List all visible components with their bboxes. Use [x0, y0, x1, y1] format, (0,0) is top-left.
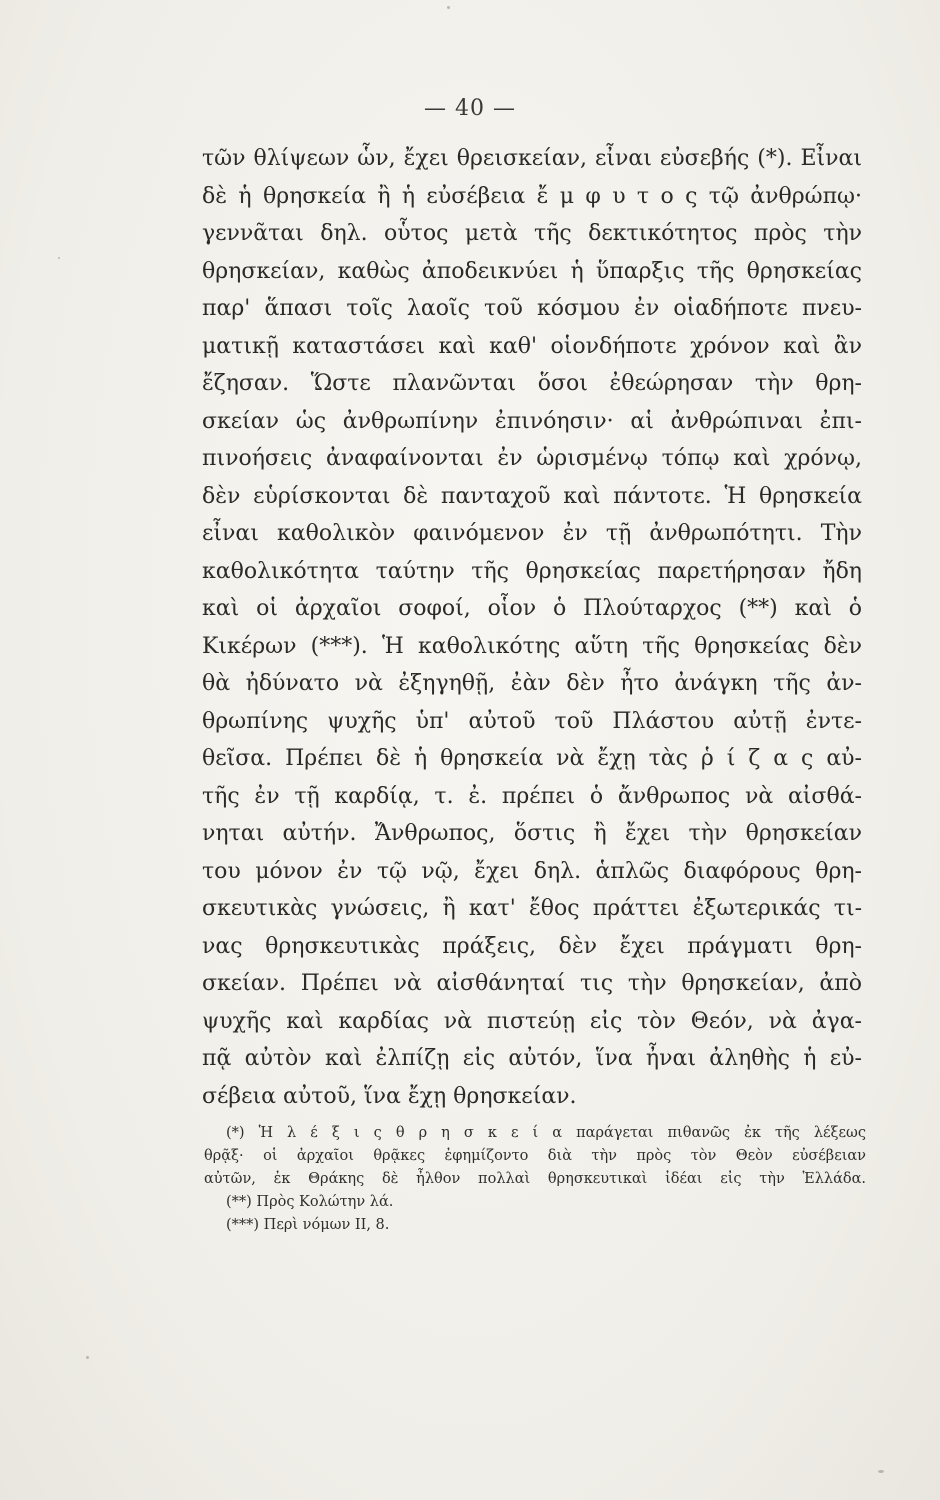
text-line: εἶναι καθολικὸν φαινόμενον ἐν τῇ ἀνθρωπότητι. Τὴν [202, 521, 862, 546]
text-line: ματικῇ καταστάσει καὶ καθ' οἱονδήποτε χρόνον καὶ ἂν [202, 333, 862, 359]
text-line: τῆς ἐν τῇ καρδίᾳ, τ. ἐ. πρέπει ὁ ἄνθρωπος νὰ αἰσθά- [202, 783, 862, 809]
footnote-line: (**) Πρὸς Κολώτην λά. [226, 1194, 394, 1210]
text-line: σκευτικὰς γνώσεις, ἢ κατ' ἔθος πράττει ἐξωτερικάς τι- [202, 896, 862, 921]
text-line: θὰ ἠδύνατο νὰ ἐξηγηθῇ, ἐὰν δὲν ἦτο ἀνάγκη τῆς ἀν- [202, 671, 862, 696]
text-line: δὲν εὑρίσκονται δὲ πανταχοῦ καὶ πάντοτε. Ἡ θρησκεία [202, 483, 862, 509]
footnote-line: αὐτῶν, ἐκ Θράκης δὲ ἦλθον πολλαὶ θρησκευτικαὶ ἰδέαι εἰς τὴν Ἑλλάδα. [204, 1171, 866, 1187]
text-line: καὶ οἱ ἀρχαῖοι σοφοί, οἷον ὁ Πλούταρχος (**) καὶ ὁ [202, 596, 862, 621]
text-line: σκείαν ὡς ἀνθρωπίνην ἐπινόησιν· αἱ ἀνθρώπιναι ἐπι- [202, 408, 862, 434]
scan-speck [878, 1470, 884, 1473]
footnotes [202, 1122, 866, 1237]
text-line: γεννᾶται δηλ. οὗτος μετὰ τῆς δεκτικότητος πρὸς τὴν [202, 221, 862, 246]
footnote-line: (***) Περὶ νόμων ΙΙ, 8. [226, 1217, 390, 1233]
scan-speck [86, 1356, 89, 1359]
text-line: πᾷ αὐτὸν καὶ ἐλπίζῃ εἰς αὐτόν, ἵνα ἦναι ἀληθὴς ἡ εὐ- [202, 1046, 862, 1071]
body-text [202, 140, 862, 1115]
text-line: του μόνον ἐν τῷ νῷ, ἔχει δηλ. ἁπλῶς διαφόρους θρη- [202, 858, 862, 884]
text-line: καθολικότητα ταύτην τῆς θρησκείας παρετήρησαν ἤδη [202, 558, 862, 584]
text-line: παρ' ἅπασι τοῖς λαοῖς τοῦ κόσμου ἐν οἱαδήποτε πνευ- [202, 296, 862, 321]
text-line: τῶν θλίψεων ὧν, ἔχει θρεισκείαν, εἶναι εὐσεβής (*). Εἶναι [202, 146, 862, 171]
text-line: πινοήσεις ἀναφαίνονται ἐν ὡρισμένῳ τόπῳ καὶ χρόνῳ, [202, 446, 862, 471]
text-line: Κικέρων (***). Ἡ καθολικότης αὕτη τῆς θρησκείας δὲν [202, 633, 862, 659]
page-number: — 40 — [424, 96, 516, 121]
text-line: σέβεια αὐτοῦ, ἵνα ἔχῃ θρησκείαν. [202, 1083, 577, 1109]
scan-speck [58, 257, 60, 259]
text-line: ψυχῆς καὶ καρδίας νὰ πιστεύῃ εἰς τὸν Θεόν, νὰ ἀγα- [202, 1008, 862, 1034]
footnote-line: θρᾷξ· οἱ ἀρχαῖοι θρᾷκες ἐφημίζοντο διὰ τὴν πρὸς τὸν Θεὸν εὐσέβειαν [204, 1148, 866, 1164]
scan-speck [447, 6, 450, 9]
text-line: δὲ ἡ θρησκεία ἢ ἡ εὐσέβεια ἔ μ φ υ τ ο ς τῷ ἀνθρώπῳ· [202, 183, 862, 209]
text-line: θρωπίνης ψυχῆς ὑπ' αὐτοῦ τοῦ Πλάστου αὐτῇ ἐντε- [202, 708, 862, 734]
text-line: θρησκείαν, καθὼς ἀποδεικνύει ἡ ὕπαρξις τῆς θρησκείας [202, 258, 862, 284]
text-line: ἔζησαν. Ὥστε πλανῶνται ὅσοι ἐθεώρησαν τὴν θρη- [202, 371, 862, 396]
footnote-line: (*) Ἡ λ έ ξ ι ς θ ρ η σ κ ε ί α παράγεται πιθανῶς ἐκ τῆς λέξεως [226, 1125, 866, 1141]
text-line: νας θρησκευτικὰς πράξεις, δὲν ἔχει πράγματι θρη- [202, 933, 862, 959]
text-line: σκείαν. Πρέπει νὰ αἰσθάνηταί τις τὴν θρησκείαν, ἀπὸ [202, 971, 862, 996]
text-line: θεῖσα. Πρέπει δὲ ἡ θρησκεία νὰ ἔχῃ τὰς ῥ ί ζ α ς αὐ- [202, 746, 862, 771]
text-line: νηται αὐτήν. Ἄνθρωπος, ὅστις ἢ ἔχει τὴν θρησκείαν [202, 821, 862, 846]
